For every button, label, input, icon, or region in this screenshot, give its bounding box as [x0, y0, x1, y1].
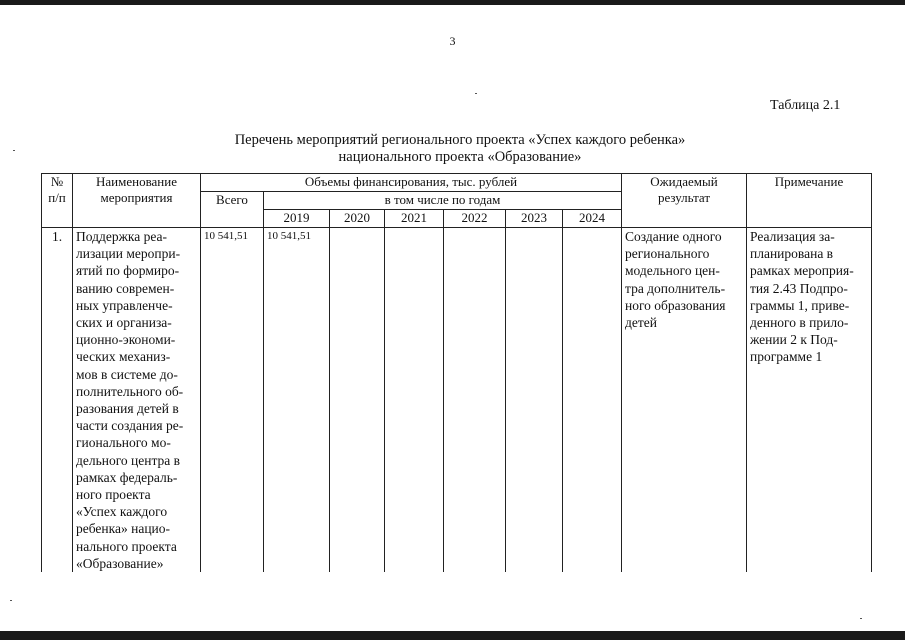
row-result: Создание одного регионального модельного цен- тра дополнитель- ного образования детей: [625, 229, 726, 331]
row-2022: [447, 228, 502, 229]
row-2024: [566, 228, 618, 229]
activities-table: [41, 173, 872, 572]
header-year-2019: 2019: [264, 210, 330, 228]
scan-bottom-border: [0, 631, 905, 640]
cell-2024: [563, 228, 622, 573]
header-note: Примечание: [747, 174, 872, 228]
scan-speck: [860, 618, 862, 619]
row-2023: [509, 228, 559, 229]
scan-speck: [13, 150, 15, 151]
cell-2021: [385, 228, 444, 573]
cell-total: [201, 228, 264, 573]
header-name-label: Наименование мероприятия: [96, 174, 177, 205]
row-number: 1.: [51, 229, 63, 244]
header-result-label: Ожидаемый результат: [650, 174, 718, 205]
scan-speck: [10, 600, 12, 601]
table-title-line-1: Перечень мероприятий регионального проекта «Успех каждого ребенка»: [234, 132, 686, 148]
row-name: Поддержка реа- лизации меропри- ятий по формиро- ванию современ- ных управленче- ских и организа- ционно-экономи- ческих механиз- мов в системе до- полнительного об- разования детей в части создания ре- гионального мо- дельного центра в рамках федераль- ного проекта «Успех каждого ребенка» нацио- нального проекта «Образование»: [76, 229, 184, 571]
table-title-line-2: национального проекта «Образование»: [338, 149, 582, 165]
header-year-2024: 2024: [563, 210, 622, 228]
row-total: 10 541,51: [204, 230, 248, 242]
table-row: [42, 228, 872, 573]
header-result: [622, 174, 747, 228]
header-year-2021: 2021: [385, 210, 444, 228]
scan-top-border: [0, 0, 905, 5]
header-year-2022: 2022: [444, 210, 506, 228]
cell-2023: [506, 228, 563, 573]
header-name: [73, 174, 201, 228]
cell-name: [73, 228, 201, 573]
cell-number: [42, 228, 73, 573]
cell-result: [622, 228, 747, 573]
cell-2022: [444, 228, 506, 573]
header-total: Всего: [201, 192, 264, 228]
header-year-2020: 2020: [330, 210, 385, 228]
row-note: Реализация за- планирована в рамках мероприя- тия 2.43 Подпро- граммы 1, приве- денного в прило- жении 2 к Под- программе 1: [750, 229, 854, 365]
scan-speck: [475, 93, 477, 94]
header-funding: Объемы финансирования, тыс. рублей: [201, 174, 622, 192]
table-title: [150, 132, 770, 166]
cell-note: [747, 228, 872, 573]
header-year-2023: 2023: [506, 210, 563, 228]
header-by-years: в том числе по годам: [264, 192, 622, 210]
row-2020: [333, 228, 381, 229]
row-2021: [388, 228, 440, 229]
cell-2020: [330, 228, 385, 573]
row-2019: 10 541,51: [267, 230, 311, 242]
header-number-label: № п/п: [48, 174, 66, 205]
header-number: [42, 174, 73, 228]
page-number: 3: [449, 34, 456, 48]
cell-2019: [264, 228, 330, 573]
table-label: Таблица 2.1: [770, 98, 841, 113]
